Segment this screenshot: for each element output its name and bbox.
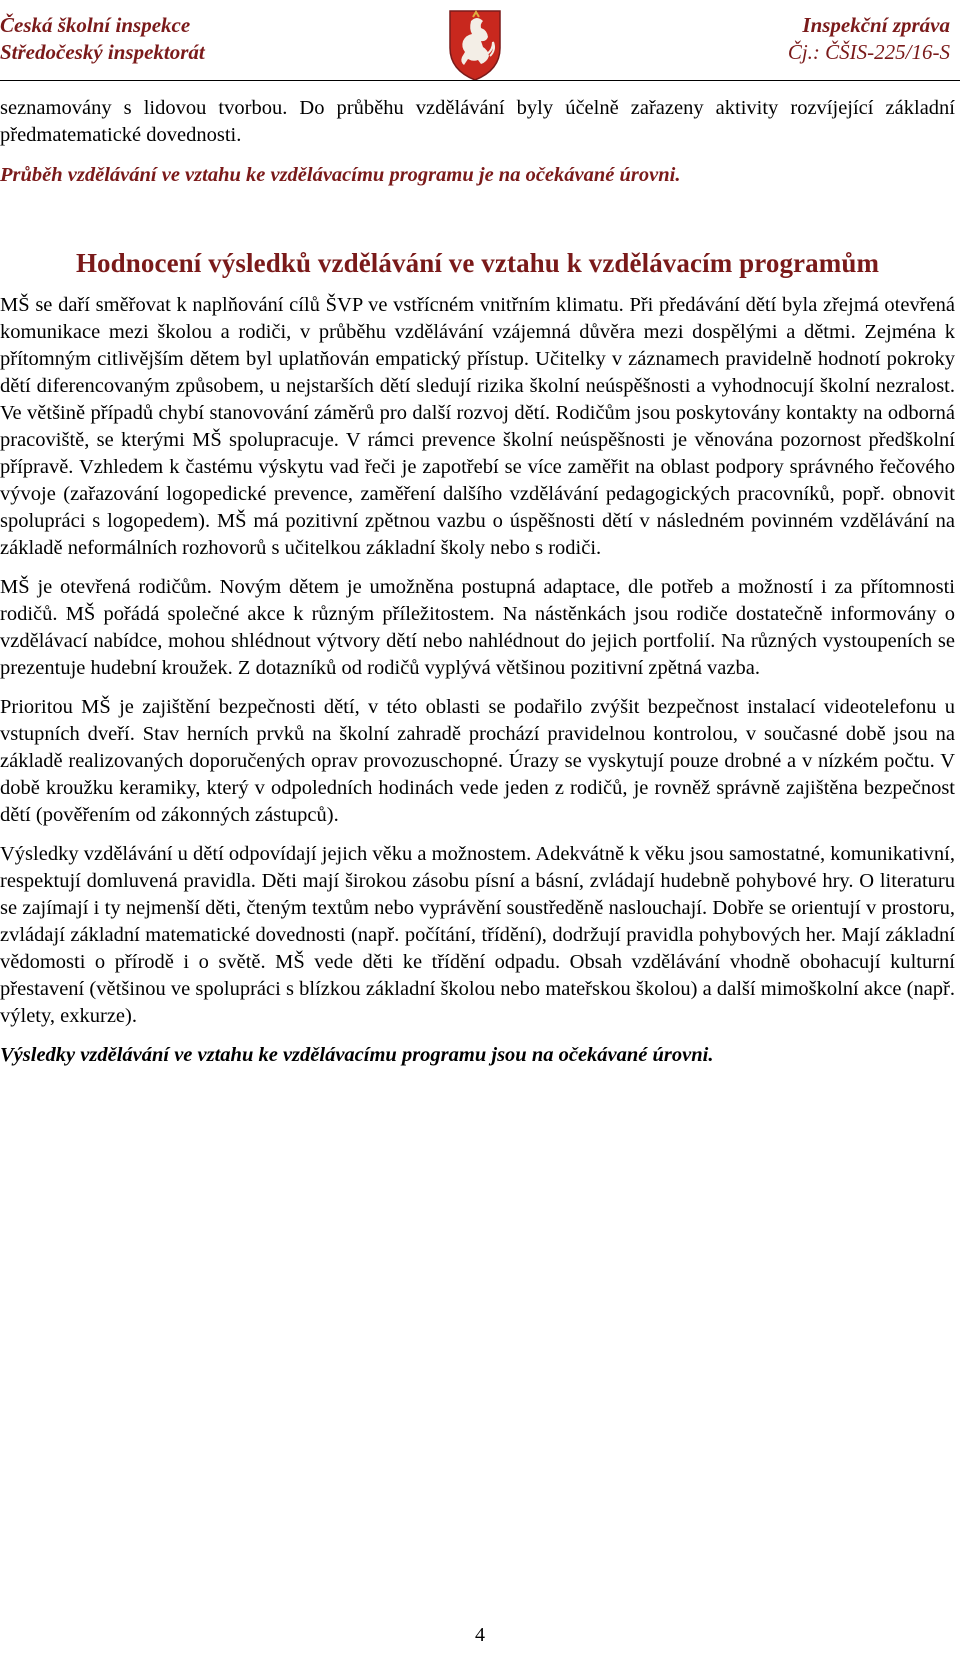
document-body [0, 95, 955, 1069]
reference-number: Čj.: ČŠIS-225/16-S [787, 40, 950, 64]
section-heading: Hodnocení výsledků vzdělávání ve vztahu k vzdělávacím programům [75, 248, 880, 278]
institution-name: Česká školní inspekce [0, 13, 191, 37]
header-right [788, 12, 950, 66]
czech-lion-coat-of-arms-icon [447, 8, 503, 82]
page-header [0, 12, 960, 84]
report-type: Inspekční zpráva [802, 13, 950, 37]
intro-conclusion: Průběh vzdělávání ve vztahu ke vzdělávacímu programu je na očekávané úrovni. [0, 164, 681, 186]
paragraph-safety: Prioritou MŠ je zajištění bezpečnosti dětí, v této oblasti se podařilo zvýšit bezpečnost instalací videotelefonu u vstupních dveří. Stav herních prvků na školní zahradě prochází pravidelnou kontrolou, v současné době jsou na základě realizovaných doporučených oprav provozuschopné. Úrazy se vyskytují pouze drobné a v nízkém počtu. V době kroužku keramiky, který v odpoledních hodinách vede jeden z rodičů, je rovněž správně zajištěna bezpečnost dětí (pověřením od zákonných zástupců). [0, 696, 955, 826]
intro-paragraph: seznamovány s lidovou tvorbou. Do průběhu vzdělávání byly účelně zařazeny aktivity rozvíjející základní předmatematické dovednosti. [0, 97, 955, 146]
header-left [0, 12, 205, 66]
final-conclusion: Výsledky vzdělávání ve vztahu ke vzdělávacímu programu jsou na očekávané úrovni. [0, 1044, 714, 1066]
page-number: 4 [475, 1624, 485, 1646]
paragraph-parents: MŠ je otevřená rodičům. Novým dětem je umožněna postupná adaptace, dle potřeb a možností i za přítomnosti rodičů. MŠ pořádá společné akce k různým příležitostem. Na nástěnkách jsou rodiče dostatečně informovány o vzdělávací nabídce, mohou shlédnout výtvory dětí nebo nahlédnout do jejich portfolií. Na různých vystoupeních se prezentuje hudební kroužek. Z dotazníků od rodičů vyplývá většinou pozitivní zpětná vazba. [0, 576, 955, 679]
header-divider [0, 80, 960, 81]
paragraph-results: Výsledky vzdělávání u dětí odpovídají jejich věku a možnostem. Adekvátně k věku jsou samostatné, komunikativní, respektují domluvená pravidla. Děti mají širokou zásobu písní a básní, zvládají hudebně pohybové hry. O literaturu se zajímají i ty nejmenší děti, čteným textům nebo vyprávění soustředěně naslouchají. Dobře se orientují v prostoru, zvládají základní matematické dovednosti (např. počítání, třídění), dodržují pravidla pohybových her. Mají základní vědomosti o přírodě i o světě. MŠ vede děti ke třídění odpadu. Obsah vzdělávání vhodně obohacují kulturní přestavení (většinou ve spolupráci s blízkou základní školou nebo mateřskou školou) a další mimoškolní akce (např. výlety, exkurze). [0, 843, 955, 1027]
inspectorate-name: Středočeský inspektorát [0, 40, 205, 64]
paragraph-outcomes-climate: MŠ se daří směřovat k naplňování cílů ŠVP ve vstřícném vnitřním klimatu. Při předávání dětí byla zřejmá otevřená komunikace mezi školou a rodiči, v průběhu vzdělávání vzájemná důvěra mezi dospělými a dětmi. Zejména k přítomným citlivějším dětem byl uplatňován empatický přístup. Učitelky v záznamech pravidelně hodnotí pokroky dětí diferencovaným způsobem, u nejstarších dětí sledují rizika školní neúspěšnosti a vyhodnocují školní nezralost. Ve většině případů chybí stanovování záměrů pro další rozvoj dětí. Rodičům jsou poskytovány kontakty na odborná pracoviště, se kterými MŠ spolupracuje. V rámci prevence školní neúspěšnosti je věnována pozornost předškolní přípravě. Vzhledem k častému výskytu vad řeči je zapotřebí se více zaměřit na oblast podpory správného řečového vývoje (zařazování logopedické prevence, zaměření dalšího vzdělávání pedagogických pracovníků, popř. obnovit spolupráci s logopedem). MŠ má pozitivní zpětnou vazbu o úspěšnosti dětí v následném povinném vzdělávání na základě neformálních rozhovorů s učitelkou základní školy nebo s rodiči. [0, 294, 955, 559]
